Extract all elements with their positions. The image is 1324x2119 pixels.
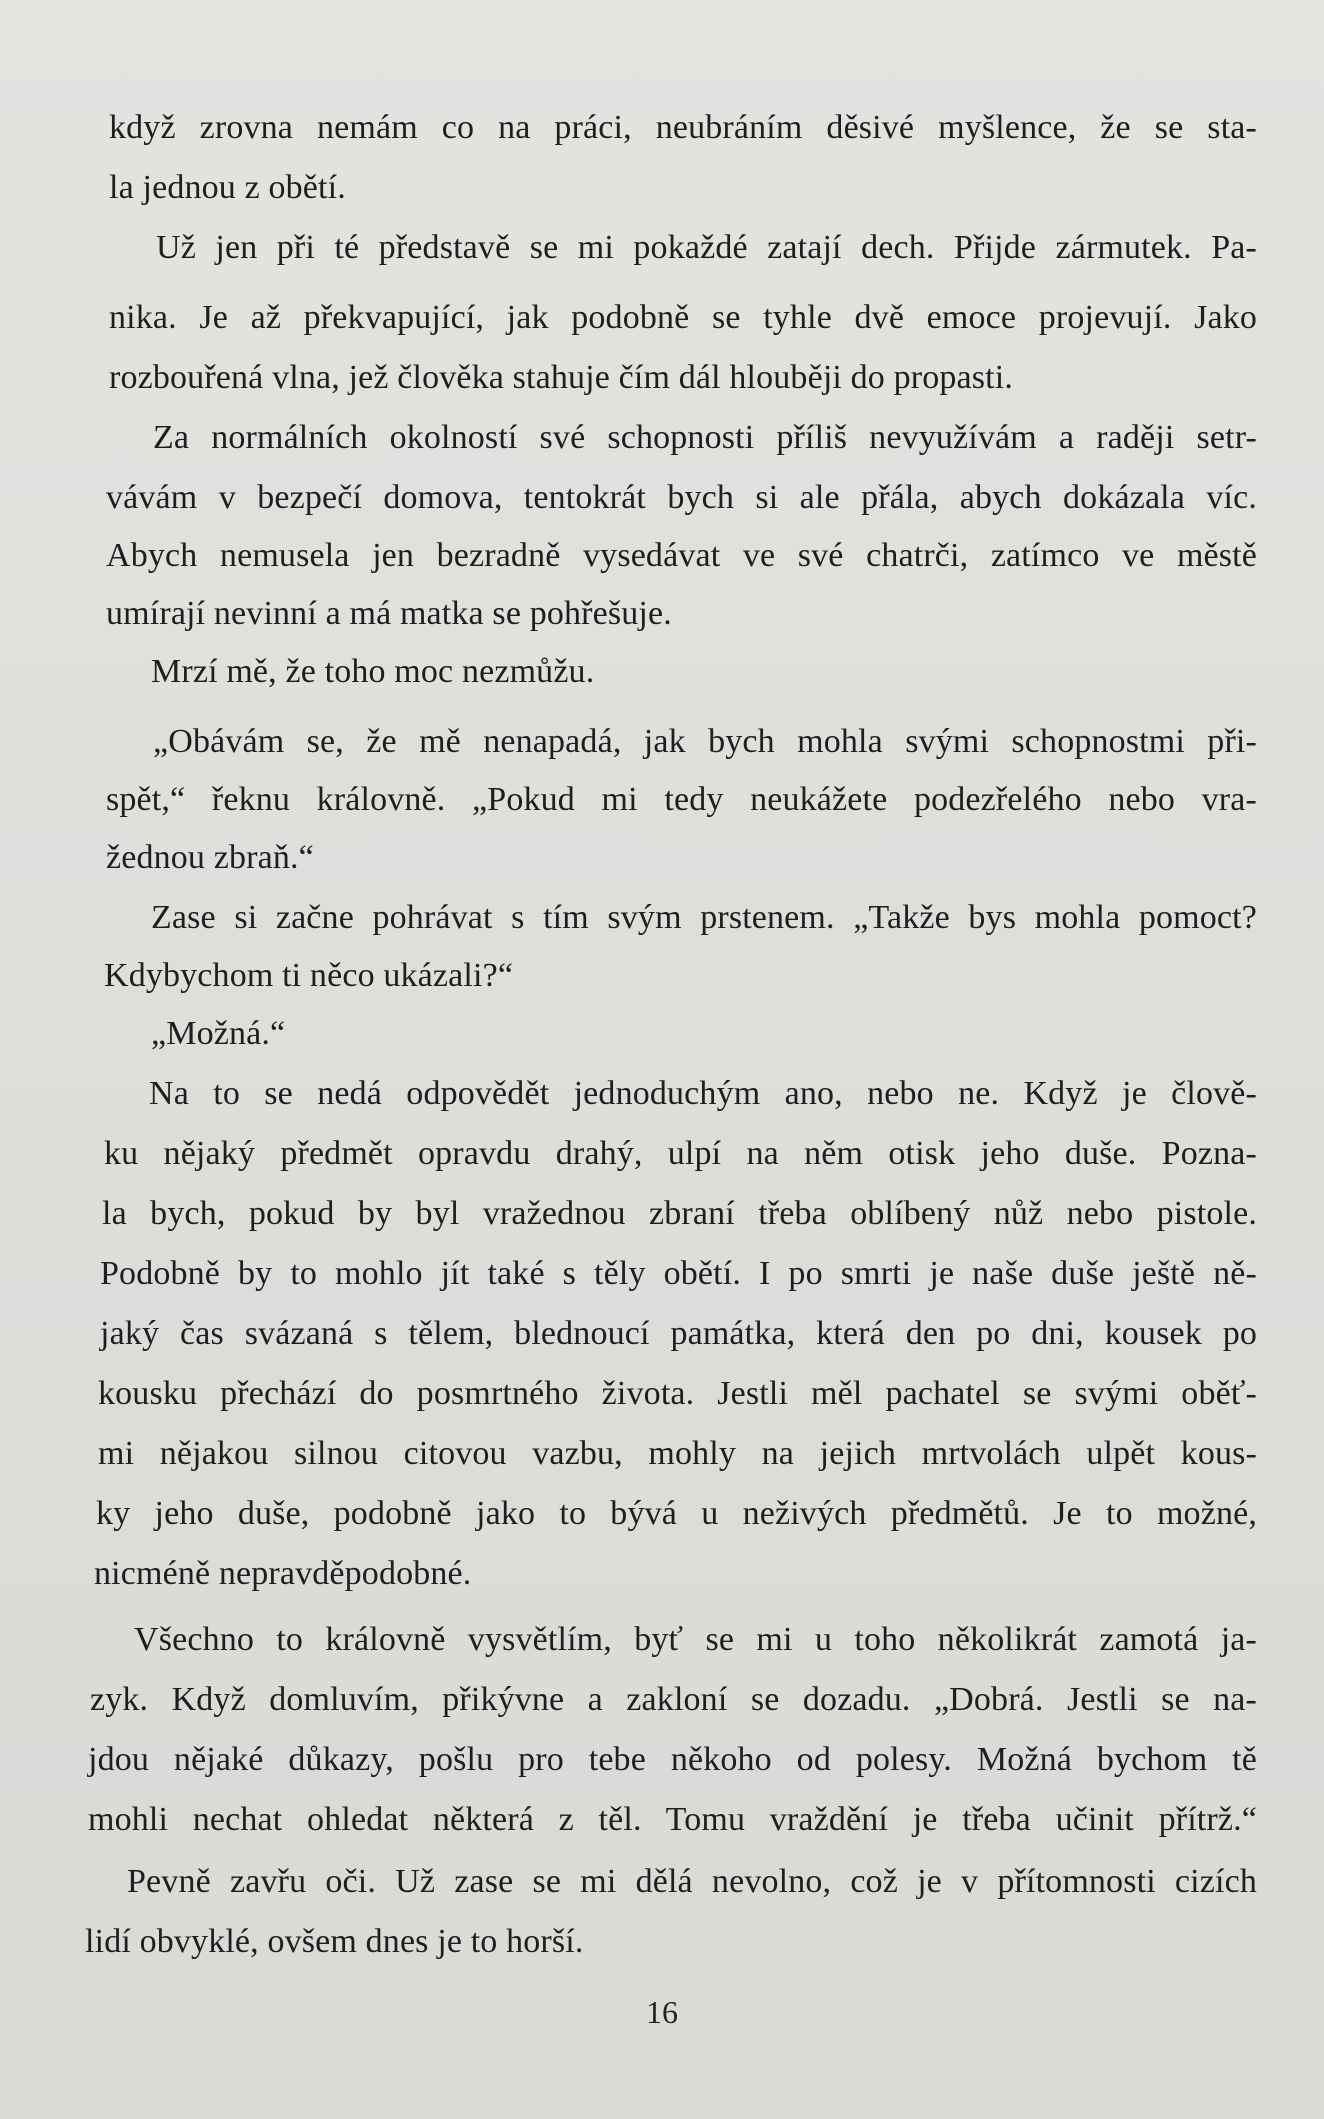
page-number: 16 <box>646 1994 678 2030</box>
text-line: žednou zbraň.“ <box>106 839 314 876</box>
text-line: když zrovna nemám co na práci, neubráním děsivé myšlence, že se sta- <box>109 109 1257 146</box>
text-line: la bych, pokud by byl vražednou zbraní třeba oblíbený nůž nebo pistole. <box>102 1195 1257 1232</box>
text-line: Za normálních okolností své schopnosti příliš nevyužívám a raději setr- <box>153 419 1257 456</box>
text-line: vávám v bezpečí domova, tentokrát bych si ale přála, abych dokázala víc. <box>106 479 1257 516</box>
text-line: nika. Je až překvapující, jak podobně se tyhle dvě emoce projevují. Jako <box>109 299 1257 336</box>
text-line: mi nějakou silnou citovou vazbu, mohly na jejich mrtvolách ulpět kous- <box>98 1435 1257 1472</box>
text-line: ky jeho duše, podobně jako to bývá u neživých předmětů. Je to možné, <box>96 1495 1257 1532</box>
text-line: Mrzí mě, že toho moc nezmůžu. <box>151 653 595 690</box>
text-line: zyk. Když domluvím, přikývne a zakloní se dozadu. „Dobrá. Jestli se na- <box>90 1681 1257 1718</box>
text-line: lidí obvyklé, ovšem dnes je to horší. <box>85 1923 584 1960</box>
text-line: Podobně by to mohlo jít také s těly obětí. I po smrti je naše duše ještě ně- <box>100 1255 1257 1292</box>
text-line: jaký čas svázaná s tělem, blednoucí památka, která den po dni, kousek po <box>100 1315 1257 1352</box>
text-line: Kdybychom ti něco ukázali?“ <box>104 957 514 994</box>
text-line: rozbouřená vlna, jež člověka stahuje čím dál hlouběji do propasti. <box>109 359 1013 396</box>
text-line: Abych nemusela jen bezradně vysedávat ve své chatrči, zatímco ve městě <box>106 537 1257 574</box>
text-line: Na to se nedá odpovědět jednoduchým ano, nebo ne. Když je člově- <box>149 1075 1257 1112</box>
text-line: nicméně nepravděpodobné. <box>94 1555 472 1592</box>
text-line: Pevně zavřu oči. Už zase se mi dělá nevolno, což je v přítomnosti cizích <box>127 1863 1257 1900</box>
text-line: Už jen při té představě se mi pokaždé zatají dech. Přijde zármutek. Pa- <box>156 229 1257 266</box>
text-line: spět,“ řeknu královně. „Pokud mi tedy neukážete podezřelého nebo vra- <box>106 781 1257 818</box>
text-line: Zase si začne pohrávat s tím svým prstenem. „Takže bys mohla pomoct? <box>151 899 1257 936</box>
text-line: mohli nechat ohledat některá z těl. Tomu vraždění je třeba učinit přítrž.“ <box>88 1801 1257 1838</box>
text-line: jdou nějaké důkazy, pošlu pro tebe někoho od polesy. Možná bychom tě <box>88 1741 1257 1778</box>
text-line: Všechno to královně vysvětlím, byť se mi u toho několikrát zamotá ja- <box>134 1621 1257 1658</box>
text-line: umírají nevinní a má matka se pohřešuje. <box>106 595 672 632</box>
text-line: kousku přechází do posmrtného života. Jestli měl pachatel se svými oběť- <box>98 1375 1257 1412</box>
text-line: „Obávám se, že mě nenapadá, jak bych mohla svými schopnostmi při- <box>153 723 1257 760</box>
text-line: la jednou z obětí. <box>109 169 346 206</box>
text-line: „Možná.“ <box>151 1015 286 1052</box>
text-line: ku nějaký předmět opravdu drahý, ulpí na něm otisk jeho duše. Pozna- <box>104 1135 1257 1172</box>
